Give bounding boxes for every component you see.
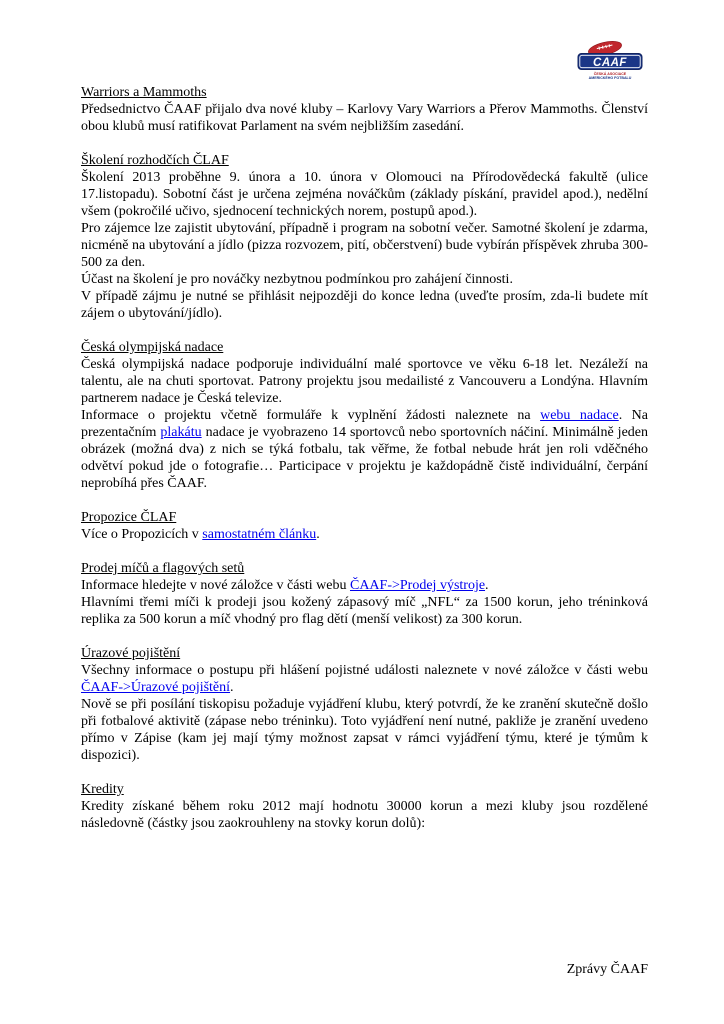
heading-skoleni-rozhodcich-claf: Školení rozhodčích ČLAF bbox=[81, 153, 229, 168]
heading-prodej-micu-a-flagovych-setu: Prodej míčů a flagových setů bbox=[81, 561, 245, 576]
caaf-logo bbox=[577, 40, 651, 82]
text-run: Všechny informace o postupu při hlášení pojistné události naleznete v nové záložce v části webu bbox=[81, 663, 648, 678]
paragraph bbox=[81, 526, 648, 543]
paragraph bbox=[81, 577, 648, 594]
text-run: Kredity získané během roku 2012 mají hodnotu 30000 korun a mezi kluby jsou rozdělené následovně (částky jsou zaokrouhleny na stovky korun dolů): bbox=[81, 799, 648, 831]
text-run: Více o Propozicích v bbox=[81, 527, 203, 542]
paragraph bbox=[81, 662, 648, 696]
section-skoleni-rozhodcich-claf bbox=[81, 152, 648, 322]
section-kredity bbox=[81, 781, 648, 832]
heading-warriors-a-mammoths: Warriors a Mammoths bbox=[81, 85, 207, 100]
paragraph bbox=[81, 594, 648, 628]
paragraph bbox=[81, 271, 648, 288]
heading-kredity: Kredity bbox=[81, 782, 124, 797]
text-run: Česká olympijská nadace podporuje individuální malé sportovce ve věku 6-18 let. Nezáleží na talentu, ale na chuti sportovat. Patrony projektu jsou medailisté z Vancouveru a Londýna. Hlavním partnerem nadace je Česká televize. bbox=[81, 357, 648, 406]
text-run: Předsednictvo ČAAF přijalo dva nové kluby – Karlovy Vary Warriors a Přerov Mammoths. Členství obou klubů musí ratifikovat Parlament na svém nejbližším zasedání. bbox=[81, 102, 648, 134]
text-run: . Na prezentačním bbox=[81, 408, 649, 440]
footer-text: Zprávy ČAAF bbox=[566, 962, 648, 977]
paragraph bbox=[81, 169, 648, 220]
document-content bbox=[81, 84, 648, 832]
text-run: Informace o projektu včetně formuláře k vyplnění žádosti naleznete na bbox=[81, 408, 541, 423]
text-run: Pro zájemce lze zajistit ubytování, případně i program na sobotní večer. Samotné školení je zdarma, nicméně na ubytování a jídlo (pizza rozvozem, pití, občerstvení) bude vybírán příspěvek zhruba 300-500 za den. bbox=[81, 221, 648, 270]
text-run: Nově se při posílání tiskopisu požaduje vyjádření klubu, který potvrdí, že ke zranění skutečně došlo při fotbalové aktivitě (zápase nebo tréninku). Toto vyjádření není nutné, pakliže je zranění uvedeno přímo v Zápise (kam jej mají týmy možnost zapsat v rámci vyjádření týmu, které je týmům k dispozici). bbox=[81, 697, 648, 763]
heading-urazove-pojisteni: Úrazové pojištění bbox=[81, 646, 181, 661]
paragraph bbox=[81, 220, 648, 271]
heading-propozice-claf: Propozice ČLAF bbox=[81, 510, 177, 525]
text-run: Školení 2013 proběhne 9. února a 10. února v Olomouci na Přírodovědecká fakultě (ulice 17.listopadu). Sobotní část je určena zejména nováčkům (základy pískání, pravidel apod.), nedělní všem (pokročilé učivo, sjednocení technických norem, postupů apod.). bbox=[81, 170, 648, 219]
text-run: . bbox=[485, 578, 489, 593]
section-urazove-pojisteni bbox=[81, 645, 648, 764]
section-prodej-micu-a-flagovych-setu bbox=[81, 560, 648, 628]
logo-acronym: CAAF bbox=[593, 57, 627, 69]
text-run: . bbox=[230, 680, 234, 695]
section-ceska-olympijska-nadace bbox=[81, 339, 648, 492]
paragraph bbox=[81, 407, 648, 492]
text-run: Informace hledejte v nové záložce v části webu bbox=[81, 578, 350, 593]
paragraph bbox=[81, 356, 648, 407]
link-plakatu[interactable]: plakátu bbox=[160, 425, 202, 440]
text-run: nadace je vyobrazeno 14 sportovců nebo sportovních náčiní. Minimálně jeden obrázek (možná dva) z nich se týká fotbalu, tak věřme, že fotbal nebude hrát jen roli vděčného odvětví pokud jde o fotografie… Participace v projektu je každopádně čistě individuální, čerpání neprobíhá přes ČAAF. bbox=[81, 425, 648, 491]
paragraph bbox=[81, 798, 648, 832]
paragraph bbox=[81, 288, 648, 322]
text-run: Účast na školení je pro nováčky nezbytnou podmínkou pro zahájení činnosti. bbox=[81, 272, 513, 287]
section-propozice-claf bbox=[81, 509, 648, 543]
text-run: . bbox=[316, 527, 320, 542]
link-caaf-urazove-pojisteni[interactable]: ČAAF->Úrazové pojištění bbox=[81, 680, 231, 695]
text-run: V případě zájmu je nutné se přihlásit nejpozději do konce ledna (uveďte prosím, zda-li budete mít zájem o ubytování/jídlo). bbox=[81, 289, 648, 321]
link-caaf-prodej-vystroje[interactable]: ČAAF->Prodej výstroje bbox=[349, 578, 486, 593]
link-webu-nadace[interactable]: webu nadace bbox=[540, 408, 619, 423]
section-warriors-a-mammoths bbox=[81, 84, 648, 135]
heading-ceska-olympijska-nadace: Česká olympijská nadace bbox=[81, 340, 224, 355]
logo-caption-line2: AMERICKÉHO FOTBALU bbox=[588, 76, 632, 81]
paragraph bbox=[81, 696, 648, 764]
logo-caption-line1: ČESKÁ ASOCIACE bbox=[593, 71, 627, 76]
link-samostatnem-clanku[interactable]: samostatném článku bbox=[202, 527, 317, 542]
paragraph bbox=[81, 101, 648, 135]
text-run: Hlavními třemi míči k prodeji jsou kožený zápasový míč „NFL“ za 1500 korun, jeho tréninková replika za 500 korun a míč vhodný pro flag dětí (menší velikost) za 300 korun. bbox=[81, 595, 648, 627]
